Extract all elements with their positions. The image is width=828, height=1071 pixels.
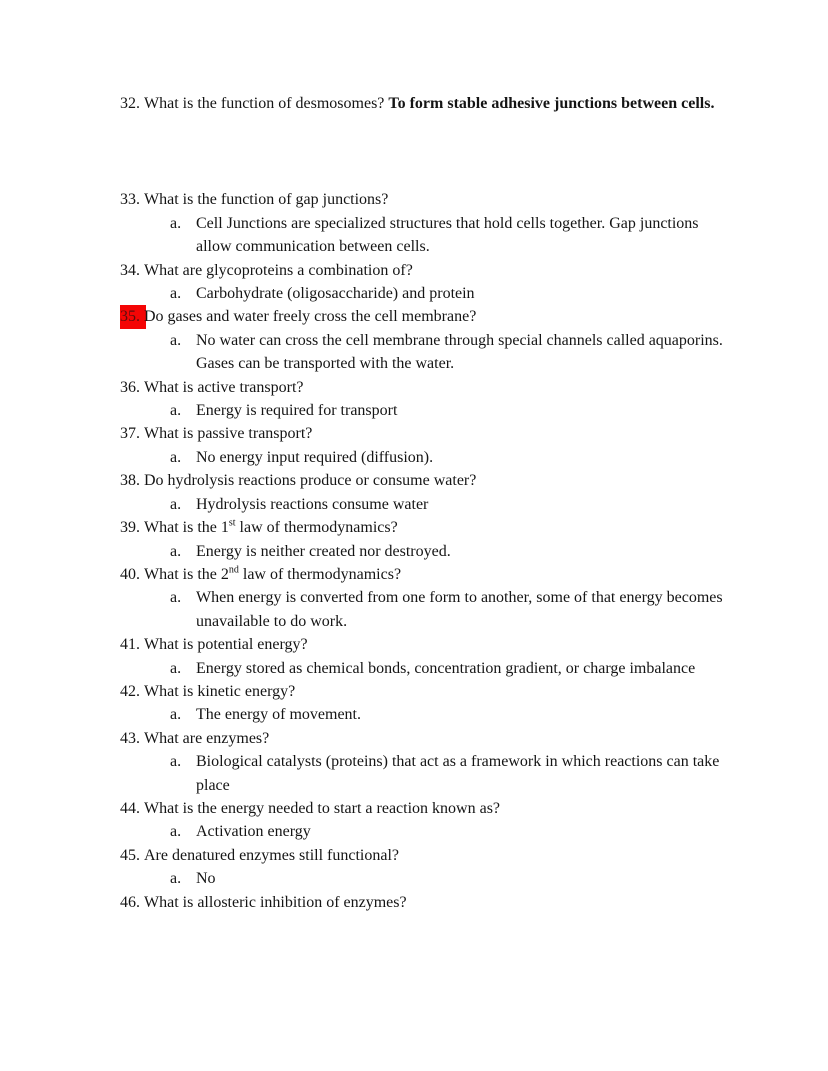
- question-item-44: [120, 797, 728, 820]
- answer-text: The energy of movement.: [196, 706, 361, 724]
- question-text: Do gases and water freely cross the cell membrane?: [144, 308, 477, 326]
- question-item-35: [120, 305, 728, 328]
- question-text: Are denatured enzymes still functional?: [144, 846, 400, 864]
- answer-text: Energy is required for transport: [196, 402, 398, 420]
- question-item-46: [120, 891, 728, 914]
- ordinal-superscript: nd: [228, 564, 239, 576]
- question-text: Do hydrolysis reactions produce or consume water?: [144, 472, 477, 490]
- question-item-43: [120, 727, 728, 750]
- answer-marker: a.: [170, 214, 182, 232]
- question-item-33: [120, 188, 728, 211]
- question-number: 38.: [120, 472, 140, 490]
- question-number: 42.: [120, 682, 140, 700]
- answer-marker: a.: [170, 448, 182, 466]
- answer-item: [120, 586, 728, 633]
- question-text-pre: What is the 2: [144, 565, 229, 583]
- answer-item: [120, 820, 728, 843]
- answer-text: When energy is converted from one form to another, some of that energy becomes unavailable to do work.: [196, 589, 723, 630]
- question-number: 45.: [120, 846, 140, 864]
- answer-text: No energy input required (diffusion).: [196, 448, 434, 466]
- question-item-32: [120, 92, 728, 115]
- answer-item: [120, 399, 728, 422]
- question-text: What is allosteric inhibition of enzymes?: [144, 893, 407, 911]
- question-text-post: law of thermodynamics?: [235, 519, 398, 537]
- question-text: What is potential energy?: [144, 636, 308, 654]
- question-text: What is kinetic energy?: [144, 682, 296, 700]
- answer-item: [120, 540, 728, 563]
- question-number: 44.: [120, 799, 140, 817]
- question-bold-answer: To form stable adhesive junctions between cells.: [388, 95, 715, 112]
- question-item-38: [120, 469, 728, 492]
- answer-text: No: [196, 870, 216, 888]
- answer-item: [120, 212, 728, 259]
- question-number: 33.: [120, 191, 140, 209]
- answer-marker: a.: [170, 285, 182, 303]
- answer-marker: a.: [170, 870, 182, 888]
- answer-marker: a.: [170, 542, 182, 560]
- answer-marker: a.: [170, 331, 182, 349]
- answer-marker: a.: [170, 402, 182, 420]
- question-text: What is the energy needed to start a reaction known as?: [144, 799, 501, 817]
- question-item-34: [120, 259, 728, 282]
- answer-text: Activation energy: [196, 823, 311, 841]
- question-text: What are glycoproteins a combination of?: [144, 261, 413, 279]
- answer-marker: a.: [170, 659, 182, 677]
- question-number: 37.: [120, 425, 140, 443]
- answer-text: Energy stored as chemical bonds, concentration gradient, or charge imbalance: [196, 659, 696, 677]
- question-number: 32.: [120, 95, 140, 112]
- answer-item: [120, 750, 728, 797]
- answer-item: [120, 657, 728, 680]
- answer-item: [120, 867, 728, 890]
- answer-item: [120, 446, 728, 469]
- question-item-42: [120, 680, 728, 703]
- question-item-39: [120, 516, 728, 539]
- answer-marker: a.: [170, 589, 182, 607]
- answer-item: [120, 329, 728, 376]
- answer-text: Hydrolysis reactions consume water: [196, 495, 429, 513]
- answer-item: [120, 703, 728, 726]
- question-number: 41.: [120, 636, 140, 654]
- answer-text: No water can cross the cell membrane through special channels called aquaporins. Gases can be transported with the water.: [196, 331, 723, 373]
- question-item-41: [120, 633, 728, 656]
- question-text: What is the function of gap junctions?: [144, 191, 389, 209]
- question-item-36: [120, 376, 728, 399]
- answer-marker: a.: [170, 706, 182, 724]
- highlighted-question-number: 35.: [120, 305, 146, 328]
- answer-item: [120, 493, 728, 516]
- answer-marker: a.: [170, 495, 182, 513]
- question-text: What is passive transport?: [144, 425, 313, 443]
- answer-text: Cell Junctions are specialized structures that hold cells together. Gap junctions allow communication between cells.: [196, 214, 699, 256]
- question-number: 46.: [120, 893, 140, 911]
- question-text-post: law of thermodynamics?: [238, 565, 402, 583]
- answer-text: Energy is neither created nor destroyed.: [196, 542, 451, 560]
- blank-space: [120, 115, 728, 188]
- question-number: 36.: [120, 378, 140, 396]
- question-item-40: [120, 563, 728, 586]
- answer-marker: a.: [170, 823, 182, 841]
- question-text-pre: What is the 1: [144, 519, 229, 537]
- question-text: What is the function of desmosomes?: [144, 95, 389, 112]
- answer-item: [120, 282, 728, 305]
- answer-text: Carbohydrate (oligosaccharide) and protein: [196, 285, 475, 303]
- question-number: 34.: [120, 261, 140, 279]
- question-item-45: [120, 844, 728, 867]
- question-number: 43.: [120, 729, 140, 747]
- question-text: What are enzymes?: [144, 729, 270, 747]
- question-item-37: [120, 422, 728, 445]
- answer-marker: a.: [170, 753, 182, 771]
- question-text: What is active transport?: [144, 378, 304, 396]
- answer-text: Biological catalysts (proteins) that act as a framework in which reactions can take place: [196, 753, 720, 794]
- ordinal-superscript: st: [228, 517, 236, 529]
- question-number: 40.: [120, 565, 140, 583]
- question-number: 39.: [120, 519, 140, 537]
